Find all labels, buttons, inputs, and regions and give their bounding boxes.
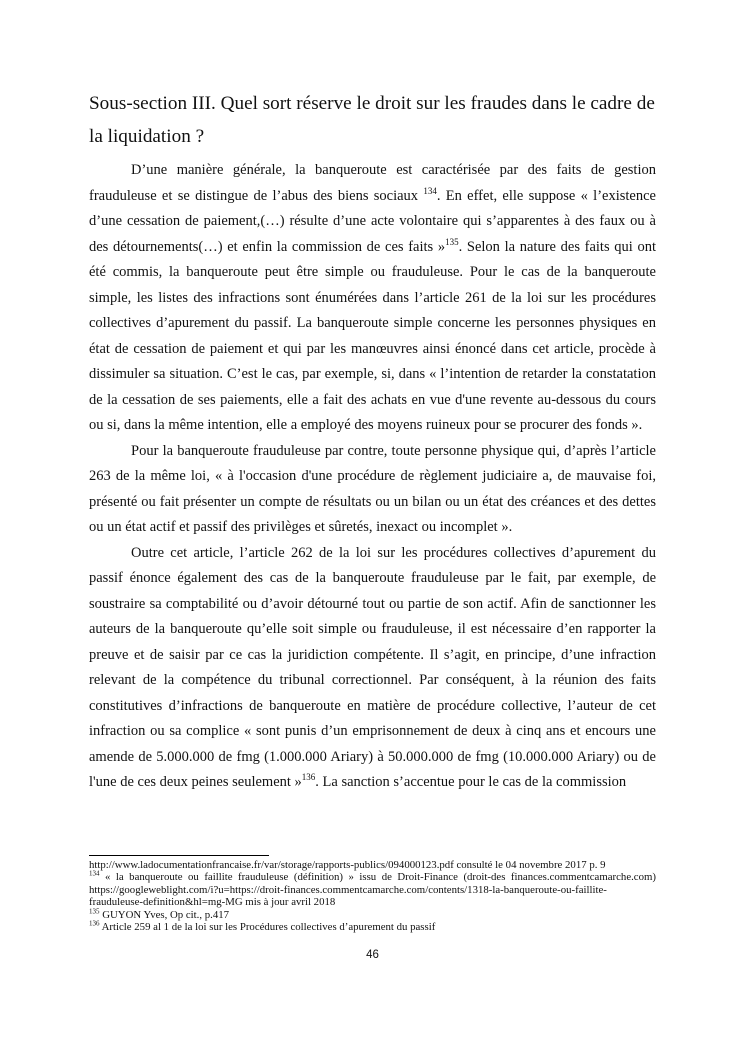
footnote-list (89, 859, 656, 933)
footnote-number: 136 (89, 919, 100, 928)
footnote-text: « la banqueroute ou faillite frauduleuse (définition) » issu de Droit-Finance (droit-des finances.commentcamarche.com) https://googleweblight.com/i?u=https://droit-finances.commentcamarche.com/contents/1318-la-banqueroute-ou-faillite-frauduleuse-definition&hl=mg-MG mis à jour avril 2018 (89, 871, 656, 909)
footnote-text: GUYON Yves, Op cit., p.417 (99, 908, 230, 921)
page-number: 46 (366, 949, 379, 961)
section-heading: Sous-section III. Quel sort réserve le droit sur les fraudes dans le cadre de la liquidation ? (89, 93, 655, 147)
footnote (89, 909, 656, 921)
footnote-reference: 134 (423, 185, 437, 196)
paragraph (89, 158, 656, 439)
footnote-text: http://www.ladocumentationfrancaise.fr/var/storage/rapports-publics/094000123.pdf consulté le 04 novembre 2017 p. 9 (89, 859, 606, 871)
footnote (89, 871, 656, 908)
paragraph (89, 439, 656, 541)
footnote (89, 921, 656, 933)
paragraph (89, 541, 656, 796)
paragraph-text: . Selon la nature des faits qui ont été commis, la banqueroute peut être simple ou frauduleuse. Pour le cas de la banqueroute simple, les listes des infractions sont énumérées dans l’article 261 de la loi sur les procédures collectives d’apurement du passif. La banqueroute simple concerne les personnes physiques en état de cessation de paiement et qui par les manœuvres ainsi énoncé dans cet article, procède à dissimuler sa situation. C’est le cas, par exemple, si, dans « l’intention de retarder la constatation de la cessation de ses paiements, elle a fait des achats en vue d'une revente au-dessous du cours ou si, dans la même intention, elle a employé des moyens ruineux pour se procurer des fonds ». (89, 238, 656, 433)
paragraph-text: D’une manière générale, la banqueroute est caractérisée par des faits de gestion frauduleuse et se distingue de l’abus des biens sociaux (89, 162, 656, 204)
paragraph-text: Pour la banqueroute frauduleuse par contre, toute personne physique qui, d’après l’article 263 de la même loi, « à l'occasion d'une procédure de règlement judiciaire a, de mauvaise foi, présenté ou fait présenter un compte de résultats ou un bilan ou un état des créances et des dettes ou un état actif et passif des privilèges et sûretés, inexact ou incomplet ». (89, 442, 656, 535)
footnote-text: Article 259 al 1 de la loi sur les Procédures collectives d’apurement du passif (99, 921, 436, 934)
paragraphs (89, 158, 656, 796)
paragraph-text: Outre cet article, l’article 262 de la loi sur les procédures collectives d’apurement du passif énonce également des cas de la banqueroute frauduleuse par le fait, par exemple, de soustraire sa comptabilité ou d’avoir détourné tout ou partie de son actif. Afin de sanctionner les auteurs de la banqueroute qu’elle soit simple ou frauduleuse, il est nécessaire d’en rapporter la preuve et de saisir par ce cas la juridiction compétente. Il s’agit, en principe, d’une infraction relevant de la compétence du tribunal correctionnel. Par conséquent, à la réunion des faits constitutives d’infractions de banqueroute en matière de procédure collective, l’auteur de cet infraction ou sa complice « sont punis d’un emprisonnement de deux à cinq ans et encours une amende de 5.000.000 de fmg (1.000.000 Ariary) à 50.000.000 de fmg (10.000.000 Ariary) ou de l'une de ces deux peines seulement » (89, 544, 656, 790)
document-body (89, 87, 656, 796)
footnote-reference: 135 (445, 236, 459, 247)
footnote-number: 135 (89, 907, 100, 916)
paragraph-text: . La sanction s’accentue pour le cas de la commission (315, 774, 627, 790)
footnotes (89, 855, 656, 933)
footnote-separator (89, 855, 269, 856)
footnote-reference: 136 (301, 772, 316, 783)
footnote-number: 134 (89, 869, 100, 878)
footnote (89, 859, 656, 871)
paragraph-text: . En effet, elle suppose « l’existence d’une cessation de paiement,(…) résulte d’une acte volontaire qui s’apparentes à des faux ou à des détournements(…) et enfin la commission de ces faits » (89, 187, 656, 255)
